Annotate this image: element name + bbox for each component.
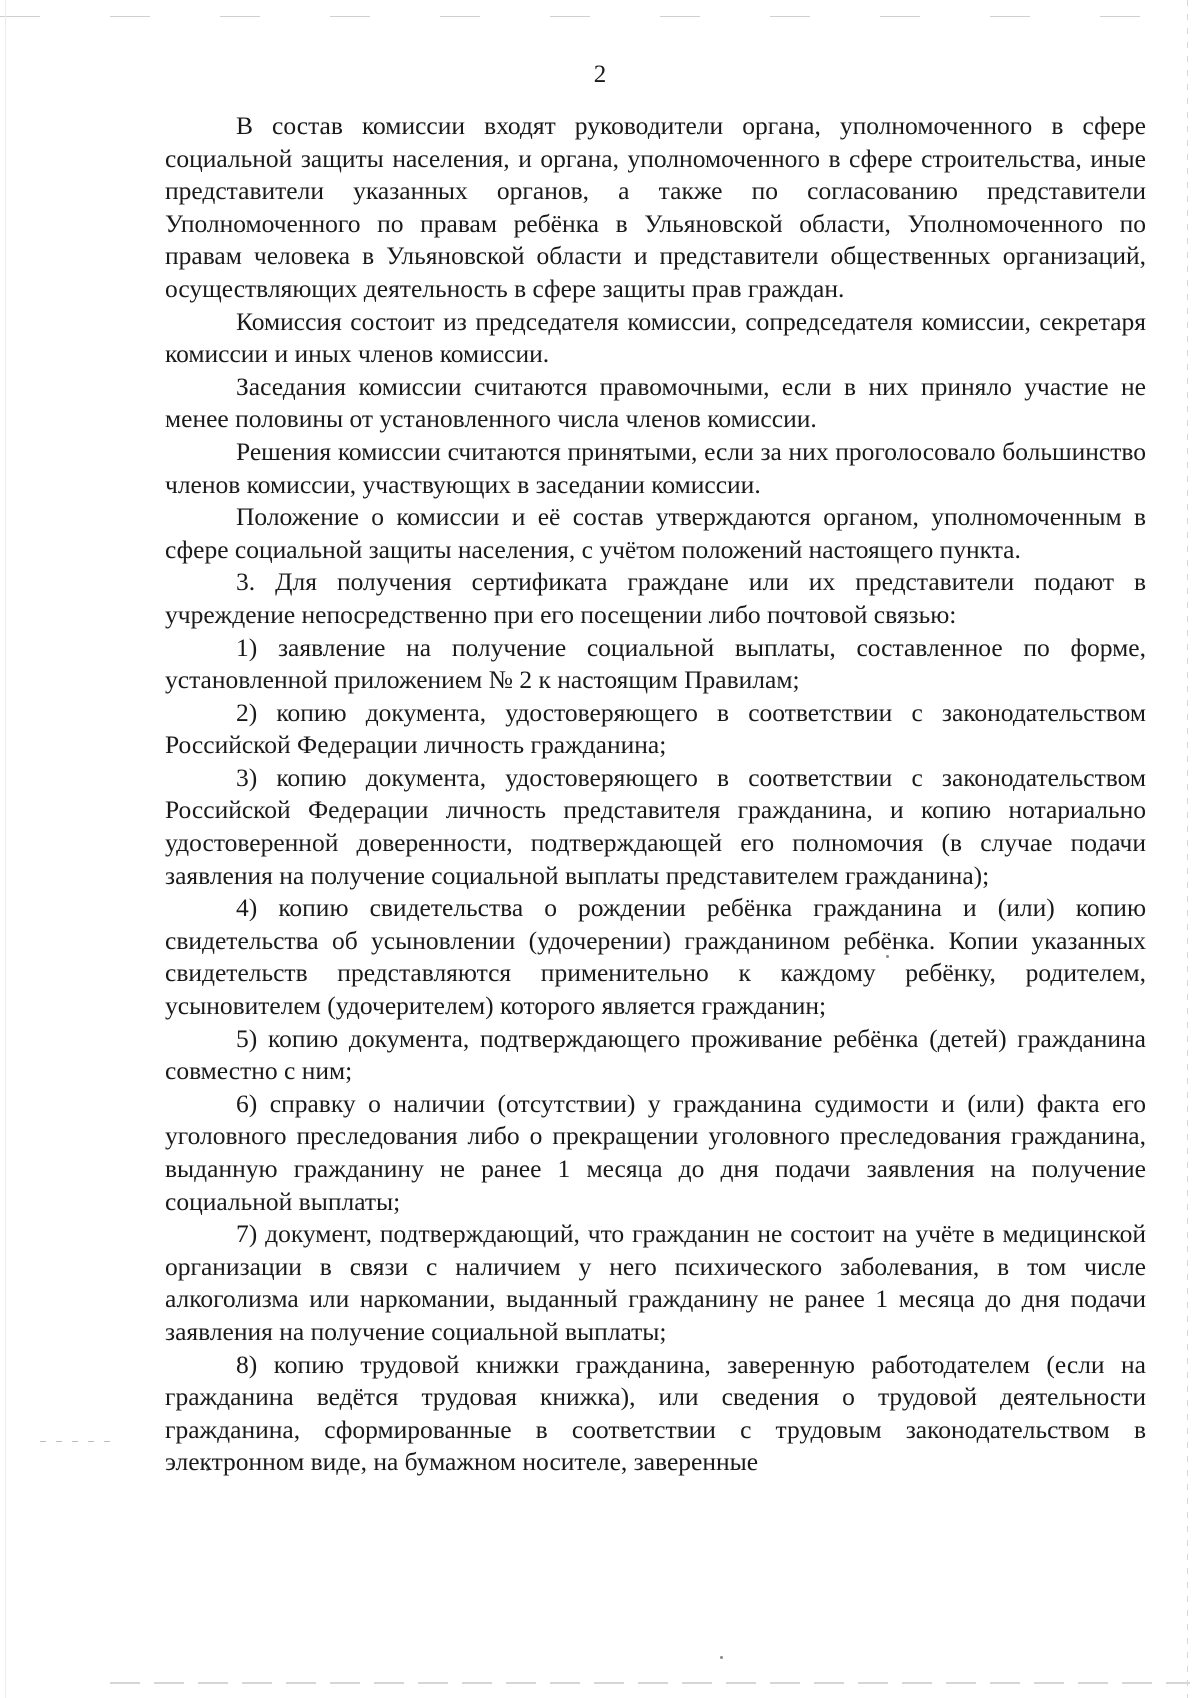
list-item-7: 7) документ, подтверждающий, что гражданин не состоит на учёте в медицинской организации в связи с наличием у него психического заболевания, в том числе алкоголизма или наркомании, выданный гражданину не ранее 1 месяца до дня подачи заявления на получение социальной выплаты; [165, 1219, 1146, 1346]
scan-edge-top [0, 16, 1200, 17]
paragraph-commission-members: Комиссия состоит из председателя комиссии, сопредседателя комиссии, секретаря комиссии и иных членов комиссии. [165, 306, 1146, 369]
scan-edge-left [5, 0, 6, 1698]
list-item-5: 5) копию документа, подтверждающего проживание ребёнка (детей) гражданина совместно с ним; [165, 1023, 1146, 1086]
list-item-3: 3) копию документа, удостоверяющего в соответствии с законодательством Российской Федерации личность представителя гражданина, и копию нотариально удостоверенной доверенности, подтверждающей его полномочия (в случае подачи заявления на получение социальной выплаты представителем гражданина); [165, 762, 1146, 890]
list-item-1: 1) заявление на получение социальной выплаты, составленное по форме, установленной приложением № 2 к настоящим Правилам; [165, 632, 1146, 695]
list-item-6: 6) справку о наличии (отсутствии) у гражданина судимости и (или) факта его уголовного преследования либо о прекращении уголовного преследования гражданина, выданную гражданину не ранее 1 месяца до дня подачи заявления на получение социальной выплаты; [165, 1088, 1146, 1216]
paragraph-commission-composition: В состав комиссии входят руководители органа, уполномоченного в сфере социальной защиты населения, и органа, уполномоченного в сфере строительства, иные представители указанных органов, а также по согласованию представители Уполномоченного по правам ребёнка в Ульяновской области, Уполномоченного по правам человека в Ульяновской области и представители общественных организаций, осуществляющих деятельность в сфере защиты прав граждан. [165, 111, 1146, 303]
scan-edge-right [1187, 0, 1188, 1698]
paragraph-regulation: Положение о комиссии и её состав утверждаются органом, уполномоченным в сфере социальной защиты населения, с учётом положений настоящего пункта. [165, 502, 1146, 564]
scan-dot [720, 1656, 723, 1659]
scan-edge-bottom [110, 1682, 1190, 1684]
list-item-8: 8) копию трудовой книжки гражданина, заверенную работодателем (если на гражданина ведётся трудовая книжка), или сведения о трудовой деятельности гражданина, сформированные в соответствии с трудовым законодательством в электронном виде, на бумажном носителе, заверенные [165, 1349, 1146, 1477]
scan-mark-left [40, 1441, 120, 1442]
paragraph-decisions: Решения комиссии считаются принятыми, если за них проголосовало большинство членов комиссии, участвующих в заседании комиссии. [165, 436, 1146, 499]
list-item-2: 2) копию документа, удостоверяющего в соответствии с законодательством Российской Федерации личность гражданина; [165, 697, 1146, 760]
page-number: 2 [593, 61, 607, 88]
list-item-4: 4) копию свидетельства о рождении ребёнка гражданина и (или) копию свидетельства об усыновлении (удочерении) гражданином ребёнка. Копии указанных свидетельств представляются применительно к каждому ребёнку, родителем, усыновителем (удочерителем) которого является гражданин; [165, 893, 1146, 1021]
paragraph-quorum: Заседания комиссии считаются правомочными, если в них приняло участие не менее половины от установленного числа членов комиссии. [165, 371, 1146, 434]
paragraph-item-3: 3. Для получения сертификата граждане или их представители подают в учреждение непосредственно при его посещении либо почтовой связью: [165, 567, 1146, 629]
document-body [165, 110, 1146, 1479]
